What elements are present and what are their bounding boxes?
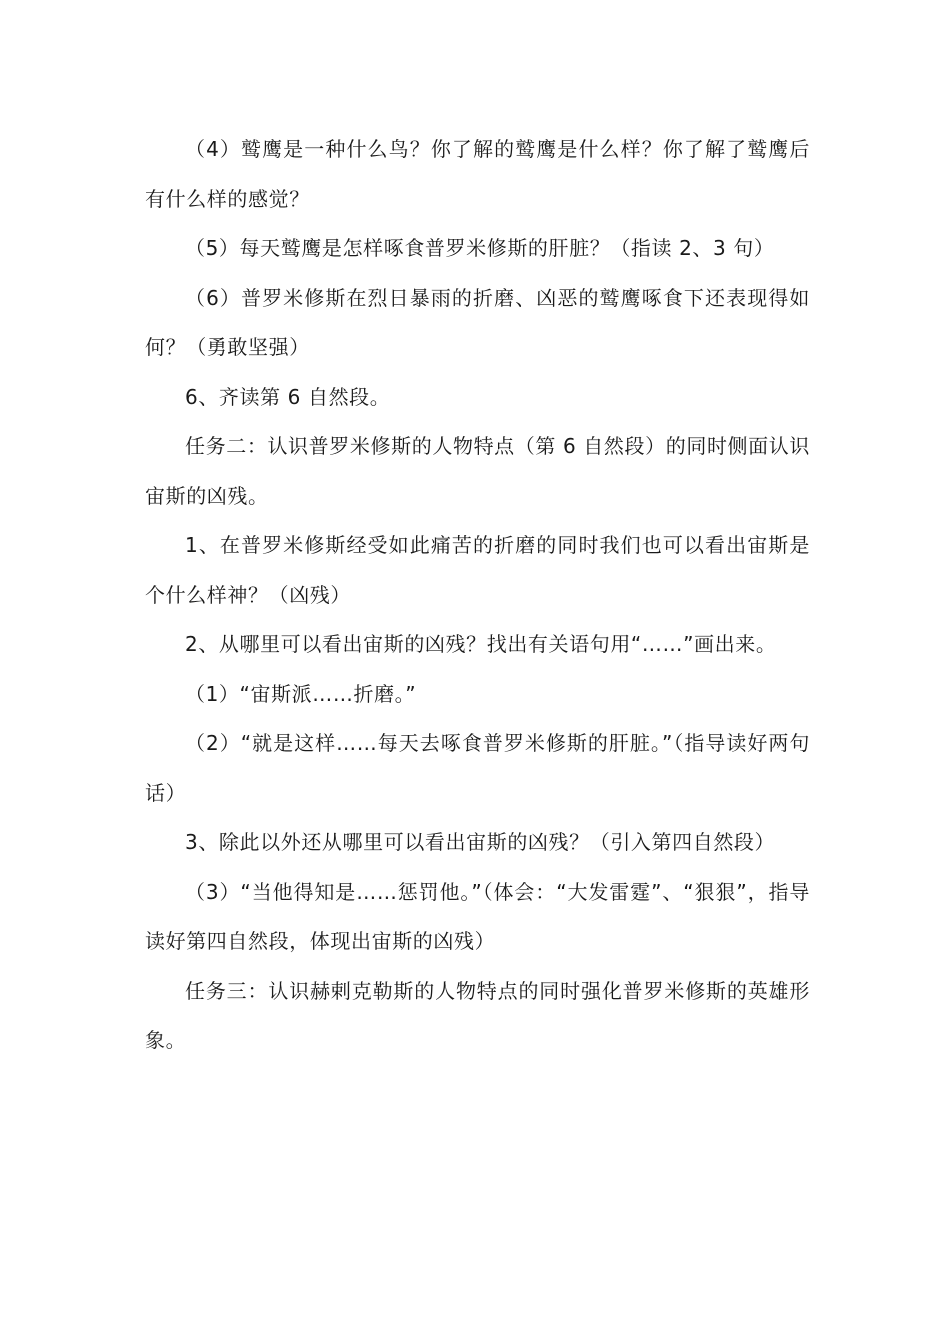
paragraph-task-2-step-3: 3、除此以外还从哪里可以看出宙斯的凶残？（引入第四自然段） <box>185 830 776 854</box>
paragraph-task-2: 任务二：认识普罗米修斯的人物特点（第 6 自然段）的同时侧面认识宙斯的凶残。 <box>145 434 810 508</box>
paragraph-task-2-step-2: 2、从哪里可以看出宙斯的凶残？找出有关语句用“……”画出来。 <box>185 632 777 656</box>
paragraph-step-6: 6、齐读第 6 自然段。 <box>185 384 391 409</box>
document-body <box>145 125 810 1066</box>
paragraph-question-5: （5）每天鹫鹰是怎样啄食普罗米修斯的肝脏？（指读 2、3 句） <box>185 236 775 260</box>
paragraph-task-3: 任务三：认识赫剌克勒斯的人物特点的同时强化普罗米修斯的英雄形象。 <box>145 978 810 1052</box>
paragraph-task-2-step-1: 1、在普罗米修斯经受如此痛苦的折磨的同时我们也可以看出宙斯是个什么样神？（凶残） <box>145 533 810 607</box>
paragraph-question-4: （4）鹫鹰是一种什么鸟？你了解的鹫鹰是什么样？你了解了鹫鹰后有什么样的感觉？ <box>145 137 810 211</box>
paragraph-question-6: （6）普罗米修斯在烈日暴雨的折磨、凶恶的鹫鹰啄食下还表现得如何？（勇敢坚强） <box>145 285 810 359</box>
paragraph-quote-1: （1）“宙斯派……折磨。” <box>185 681 417 706</box>
paragraph-quote-3: （3）“当他得知是……惩罚他。”（体会：“大发雷霆”、“狠狠”，指导读好第四自然段，体现出宙斯的凶残） <box>145 879 810 953</box>
paragraph-quote-2: （2）“就是这样……每天去啄食普罗米修斯的肝脏。”（指导读好两句话） <box>145 731 810 805</box>
